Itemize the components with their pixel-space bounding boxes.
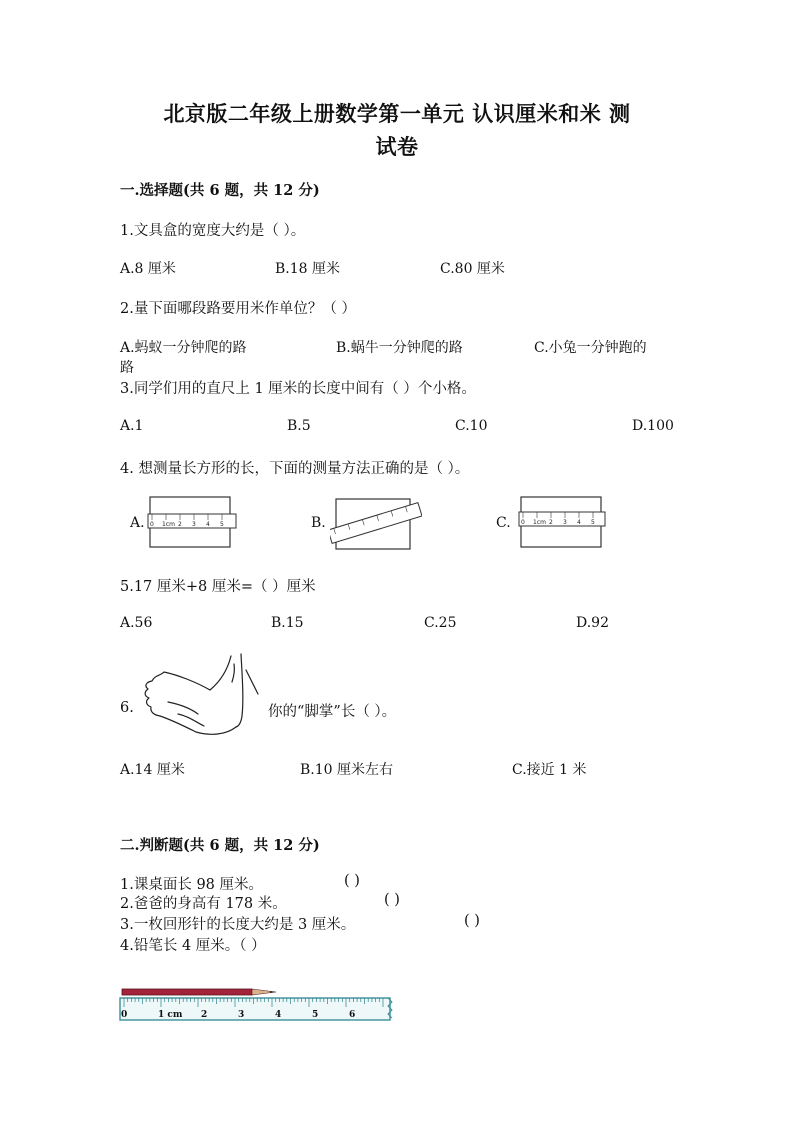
judge-2: 2.爸爸的身高有 178 米。 bbox=[120, 896, 287, 912]
q5-option-d[interactable]: D.92 bbox=[576, 615, 609, 631]
page-title-line2: 试卷 bbox=[375, 134, 419, 159]
pencil-ruler-label-1: 1 cm bbox=[158, 1010, 183, 1020]
q4-figure-a[interactable] bbox=[147, 495, 239, 549]
q4-figure-label-b[interactable]: B. bbox=[311, 515, 326, 531]
judge-1-answer-blank[interactable]: ( ) bbox=[344, 873, 360, 889]
q2-option-a[interactable]: A.蚂蚁一分钟爬的路 bbox=[120, 340, 247, 356]
pencil-ruler-illustration bbox=[118, 984, 398, 1026]
q6-option-b[interactable]: B.10 厘米左右 bbox=[300, 762, 394, 778]
pencil-ruler-label-5: 5 bbox=[312, 1010, 319, 1020]
judge-4[interactable]: 4.铅笔长 4 厘米。（ ） bbox=[120, 938, 266, 954]
q5-option-a[interactable]: A.56 bbox=[120, 615, 153, 631]
ruler-a-label-4: 4 bbox=[206, 521, 210, 528]
pencil-ruler-label-2: 2 bbox=[201, 1010, 208, 1020]
q6-option-c[interactable]: C.接近 1 米 bbox=[512, 762, 587, 778]
ruler-c-label-4: 4 bbox=[577, 519, 581, 526]
ruler-a-label-5: 5 bbox=[220, 521, 224, 528]
ruler-c-label-5: 5 bbox=[591, 519, 595, 526]
section1-heading: 一.选择题(共 6 题，共 12 分) bbox=[120, 182, 320, 199]
ruler-a-label-1: 1cm bbox=[162, 521, 175, 528]
pencil-ruler-label-6: 6 bbox=[349, 1010, 356, 1020]
page-title-line1: 北京版二年级上册数学第一单元 认识厘米和米 测 bbox=[163, 101, 631, 126]
question-6: 你的“脚掌”长（ ）。 bbox=[268, 704, 397, 720]
q3-option-c[interactable]: C.10 bbox=[455, 418, 488, 434]
question-6-number: 6. bbox=[120, 700, 134, 716]
q5-option-b[interactable]: B.15 bbox=[271, 615, 304, 631]
ruler-c-label-0: 0 bbox=[521, 519, 525, 526]
ruler-c-label-3: 3 bbox=[563, 519, 567, 526]
q1-option-b[interactable]: B.18 厘米 bbox=[275, 261, 341, 277]
judge-2-answer-blank[interactable]: ( ) bbox=[384, 892, 400, 908]
question-5: 5.17 厘米+8 厘米=（ ）厘米 bbox=[120, 579, 316, 595]
q5-option-c[interactable]: C.25 bbox=[424, 615, 457, 631]
q2-option-c[interactable]: C.小兔一分钟跑的 bbox=[534, 340, 647, 356]
section2-heading: 二.判断题(共 6 题，共 12 分) bbox=[120, 837, 320, 854]
ruler-c-label-2: 2 bbox=[549, 519, 553, 526]
ruler-a-label-3: 3 bbox=[192, 521, 196, 528]
q2-option-c-wrap: 路 bbox=[120, 360, 134, 376]
ruler-a-label-0: 0 bbox=[150, 521, 154, 528]
q2-option-b[interactable]: B.蜗牛一分钟爬的路 bbox=[336, 340, 463, 356]
q4-figure-c[interactable] bbox=[516, 495, 608, 549]
pencil-ruler-label-4: 4 bbox=[275, 1010, 282, 1020]
q3-option-b[interactable]: B.5 bbox=[287, 418, 311, 434]
judge-1: 1.课桌面长 98 厘米。 bbox=[120, 877, 264, 893]
pencil-ruler-label-3: 3 bbox=[238, 1010, 245, 1020]
q4-figure-b[interactable] bbox=[330, 495, 422, 553]
pencil-ruler-label-0: 0 bbox=[121, 1010, 128, 1020]
q4-figure-label-c[interactable]: C. bbox=[496, 515, 511, 531]
question-4: 4. 想测量长方形的长，下面的测量方法正确的是（ ）。 bbox=[120, 461, 470, 477]
q4-figure-label-a[interactable]: A. bbox=[130, 515, 145, 531]
judge-3-answer-blank[interactable]: ( ) bbox=[464, 913, 480, 929]
question-1: 1.文具盒的宽度大约是（ ）。 bbox=[120, 223, 306, 239]
q3-option-a[interactable]: A.1 bbox=[120, 418, 144, 434]
q1-option-a[interactable]: A.8 厘米 bbox=[120, 261, 176, 277]
ruler-a-label-2: 2 bbox=[178, 521, 182, 528]
q1-option-c[interactable]: C.80 厘米 bbox=[440, 261, 505, 277]
foot-illustration bbox=[138, 652, 264, 738]
ruler-c-label-1: 1cm bbox=[533, 519, 546, 526]
question-2: 2.量下面哪段路要用米作单位？（ ） bbox=[120, 301, 356, 317]
q6-option-a[interactable]: A.14 厘米 bbox=[120, 762, 185, 778]
q3-option-d[interactable]: D.100 bbox=[632, 418, 674, 434]
question-3: 3.同学们用的直尺上 1 厘米的长度中间有（ ）个小格。 bbox=[120, 381, 476, 397]
judge-3: 3.一枚回形针的长度大约是 3 厘米。 bbox=[120, 917, 356, 933]
